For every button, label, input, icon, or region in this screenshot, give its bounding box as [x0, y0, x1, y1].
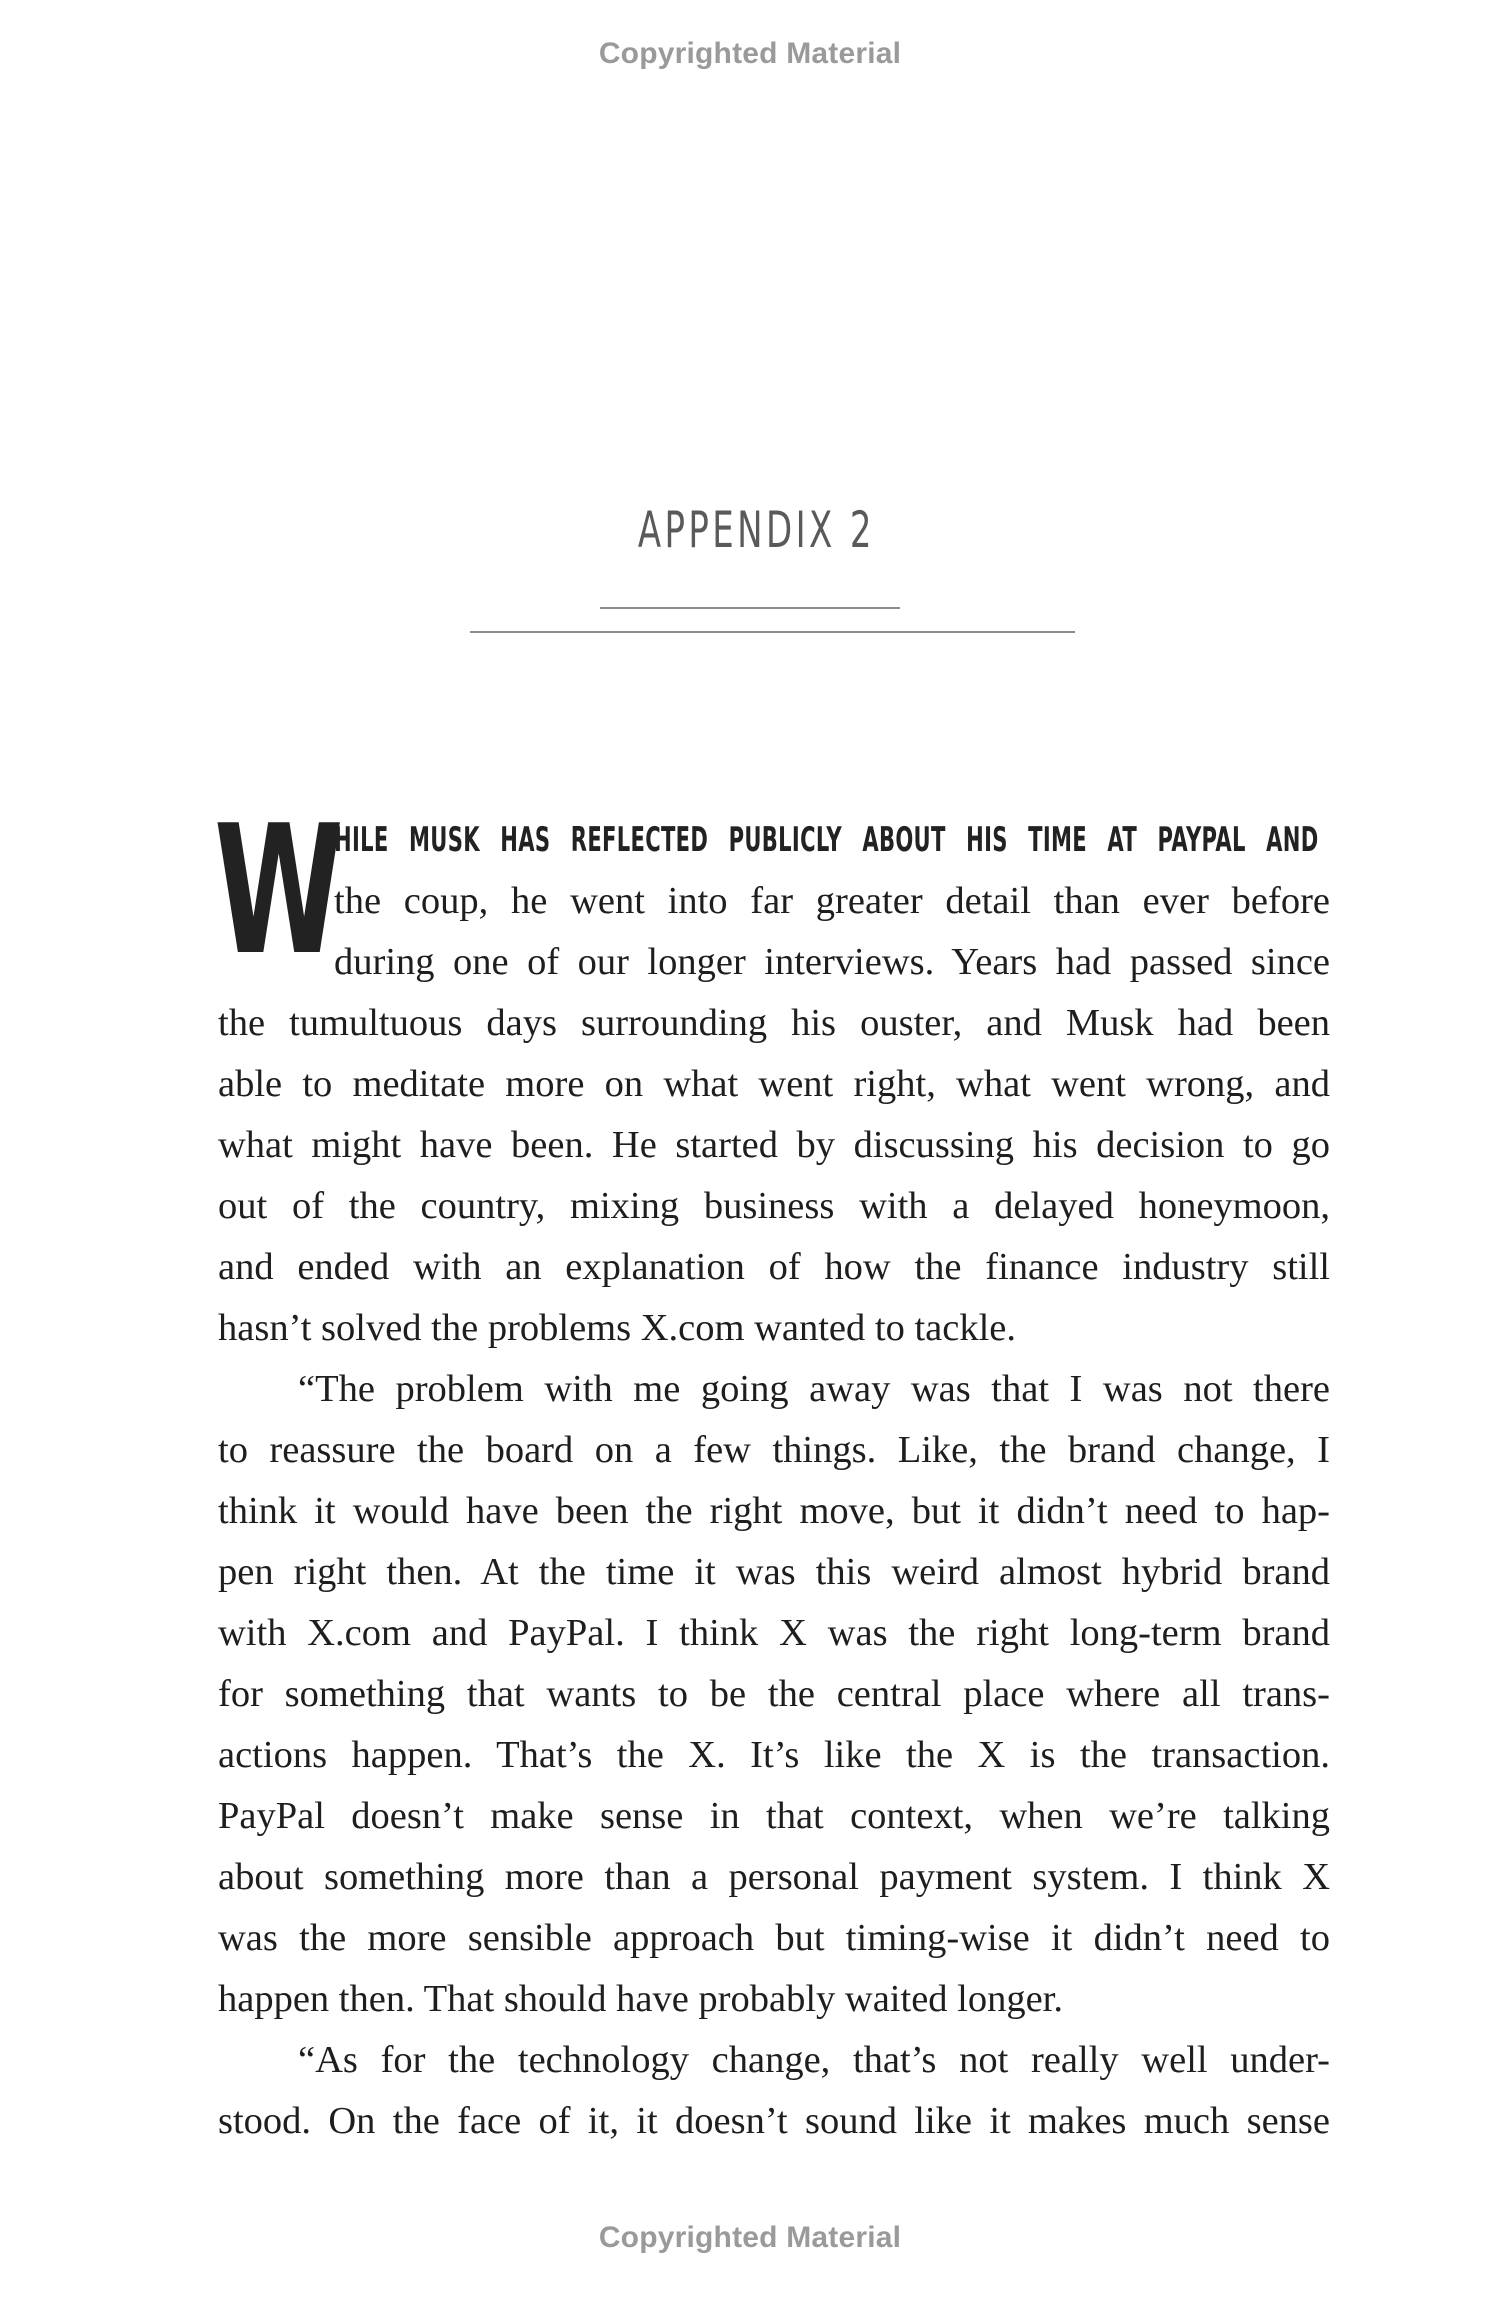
chapter-title: APPENDIX 2	[637, 501, 875, 559]
text-line: out of the country, mixing business with a delayed honeymoon,	[218, 1185, 1330, 1227]
paragraph-3	[218, 2030, 1330, 2152]
body-text	[214, 787, 1330, 2152]
title-rule-short	[600, 607, 900, 609]
text-line: the tumultuous days surrounding his ouster, and Musk had been	[218, 1002, 1330, 1044]
text-line: pen right then. At the time it was this weird almost hybrid brand	[218, 1551, 1330, 1593]
text-line: to reassure the board on a few things. Like, the brand change, I	[218, 1429, 1330, 1471]
text-line: think it would have been the right move, but it didn’t need to hap-	[218, 1490, 1330, 1532]
title-rule-long	[470, 631, 1075, 633]
text-line: with X.com and PayPal. I think X was the right long-term brand	[218, 1612, 1330, 1654]
paragraph-2	[218, 1359, 1330, 2030]
text-line: the coup, he went into far greater detail than ever before	[334, 880, 1330, 922]
text-line: PayPal doesn’t make sense in that context, when we’re talking	[218, 1795, 1330, 1837]
text-line: hasn’t solved the problems X.com wanted to tackle.	[218, 1307, 1016, 1349]
paragraph-1	[214, 787, 1330, 1359]
text-line: for something that wants to be the central place where all trans-	[218, 1673, 1330, 1715]
text-line: what might have been. He started by discussing his decision to go	[218, 1124, 1330, 1166]
text-line: stood. On the face of it, it doesn’t sound like it makes much sense	[218, 2100, 1330, 2142]
copyright-watermark-bottom: Copyrighted Material	[598, 2221, 902, 2254]
text-line: during one of our longer interviews. Years had passed since	[334, 941, 1330, 983]
text-line: and ended with an explanation of how the finance industry still	[218, 1246, 1330, 1288]
text-line: “The problem with me going away was that I was not there	[298, 1368, 1330, 1410]
text-line: actions happen. That’s the X. It’s like the X is the transaction.	[218, 1734, 1330, 1776]
copyright-watermark-top: Copyrighted Material	[598, 37, 902, 70]
lead-in-smallcaps: HILE MUSK HAS REFLECTED PUBLICLY ABOUT HIS TIME AT PAYPAL AND	[334, 820, 1319, 860]
text-line: happen then. That should have probably waited longer.	[218, 1978, 1064, 2020]
text-line: “As for the technology change, that’s not really well under-	[298, 2039, 1330, 2081]
text-line: about something more than a personal payment system. I think X	[218, 1856, 1330, 1898]
text-line: able to meditate more on what went right, what went wrong, and	[218, 1063, 1330, 1105]
paragraph-1-opening	[334, 810, 1330, 993]
text-line: was the more sensible approach but timing-wise it didn’t need to	[218, 1917, 1330, 1959]
drop-cap: W	[214, 787, 344, 994]
